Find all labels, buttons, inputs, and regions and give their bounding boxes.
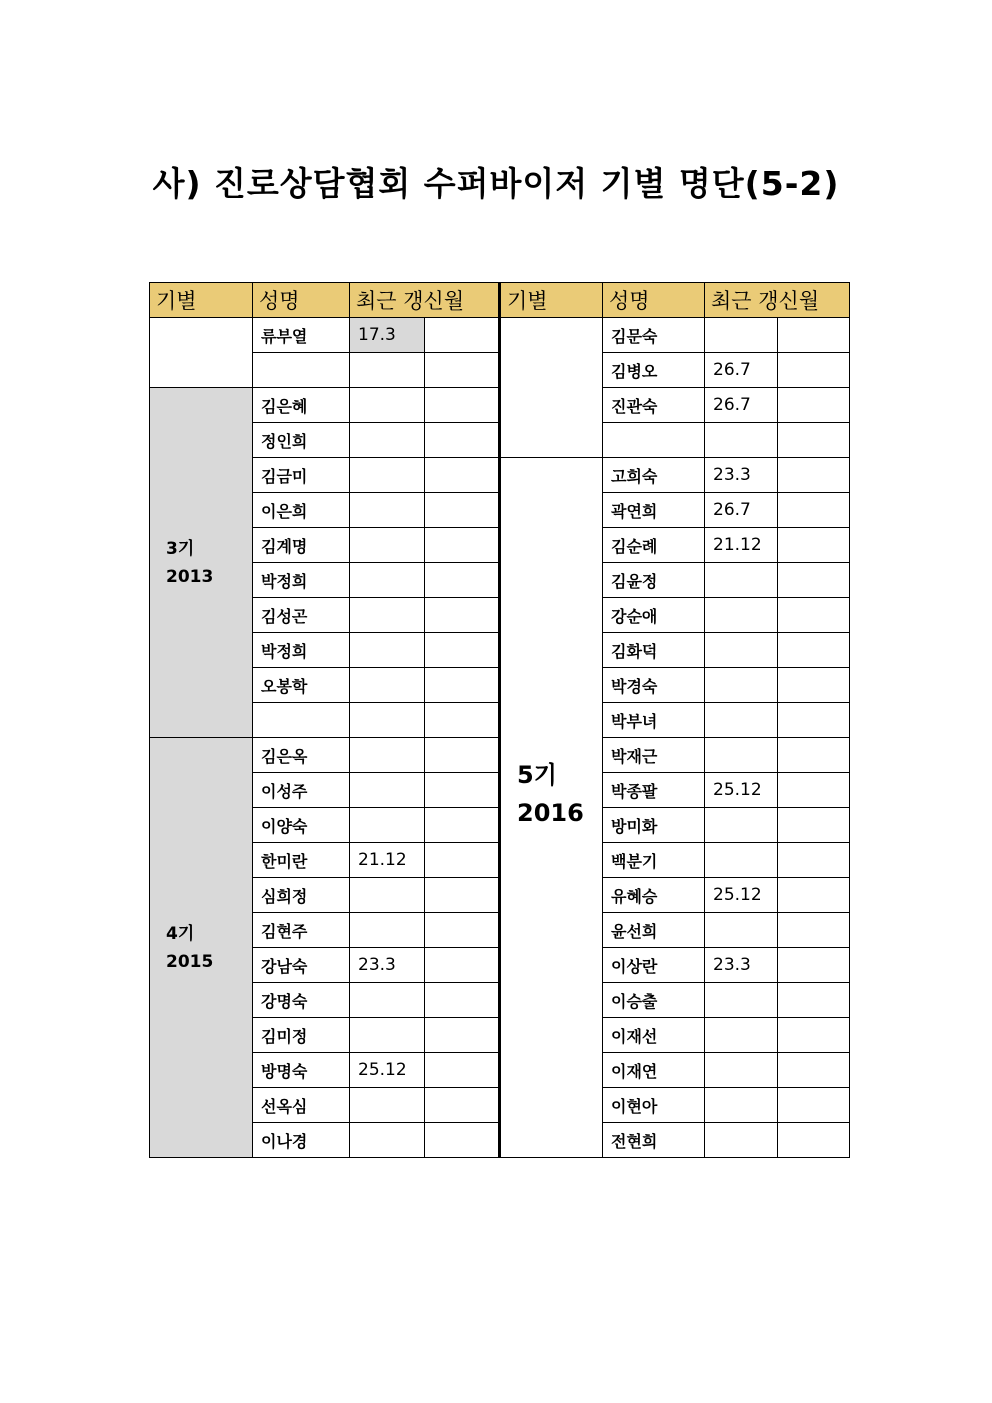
renewal-cell: [705, 808, 778, 843]
cohort-label: [158, 535, 252, 591]
renewal-cell: [705, 598, 778, 633]
renewal-cell: [705, 423, 778, 458]
name-cell: 박경숙: [603, 668, 705, 703]
blank-cell: [778, 808, 850, 843]
blank-cell: [425, 1088, 500, 1123]
renewal-cell: [705, 843, 778, 878]
name-cell: [253, 703, 350, 738]
blank-cell: [778, 1053, 850, 1088]
table-row: [150, 458, 850, 493]
cohort-cell: [500, 318, 603, 458]
cohort-cell: [500, 458, 603, 1158]
name-cell: 김윤정: [603, 563, 705, 598]
name-cell: 이현아: [603, 1088, 705, 1123]
renewal-cell: [705, 563, 778, 598]
renewal-cell: [350, 878, 425, 913]
name-cell: 류부열: [253, 318, 350, 353]
renewal-cell: [705, 633, 778, 668]
renewal-cell: [350, 563, 425, 598]
name-cell: 강순애: [603, 598, 705, 633]
blank-cell: [778, 598, 850, 633]
table-row: [150, 318, 850, 353]
name-cell: 전현희: [603, 1123, 705, 1158]
blank-cell: [778, 913, 850, 948]
cohort-cell: [150, 738, 253, 1158]
blank-cell: [425, 1053, 500, 1088]
name-cell: 이재연: [603, 1053, 705, 1088]
blank-cell: [425, 948, 500, 983]
blank-cell: [425, 388, 500, 423]
name-cell: [253, 353, 350, 388]
blank-cell: [778, 423, 850, 458]
blank-cell: [778, 493, 850, 528]
renewal-cell: [705, 318, 778, 353]
renewal-cell: [350, 738, 425, 773]
name-cell: 김화덕: [603, 633, 705, 668]
blank-cell: [778, 948, 850, 983]
name-cell: 곽연희: [603, 493, 705, 528]
renewal-cell: 23.3: [705, 948, 778, 983]
renewal-cell: 26.7: [705, 388, 778, 423]
renewal-cell: 21.12: [705, 528, 778, 563]
name-cell: 정인희: [253, 423, 350, 458]
renewal-cell: [350, 913, 425, 948]
name-cell: 이재선: [603, 1018, 705, 1053]
renewal-cell: [705, 913, 778, 948]
header-renewal: 최근 갱신월: [350, 283, 500, 318]
blank-cell: [778, 703, 850, 738]
cohort-year: 2016: [517, 798, 584, 827]
name-cell: 이나경: [253, 1123, 350, 1158]
name-cell: 고희숙: [603, 458, 705, 493]
name-cell: 박정희: [253, 633, 350, 668]
name-cell: 김금미: [253, 458, 350, 493]
header-renewal: 최근 갱신월: [705, 283, 850, 318]
cohort-label: [158, 920, 252, 976]
renewal-cell: [350, 773, 425, 808]
blank-cell: [425, 633, 500, 668]
renewal-cell: 23.3: [705, 458, 778, 493]
name-cell: 김현주: [253, 913, 350, 948]
blank-cell: [778, 633, 850, 668]
renewal-cell: [350, 1123, 425, 1158]
name-cell: 백분기: [603, 843, 705, 878]
blank-cell: [425, 423, 500, 458]
renewal-cell: [350, 528, 425, 563]
blank-cell: [425, 493, 500, 528]
name-cell: 이승출: [603, 983, 705, 1018]
renewal-cell: [705, 738, 778, 773]
name-cell: 김순례: [603, 528, 705, 563]
name-cell: 심희정: [253, 878, 350, 913]
name-cell: 이양숙: [253, 808, 350, 843]
supervisor-table: [149, 282, 850, 1158]
cohort-number: 4기: [166, 923, 195, 944]
blank-cell: [425, 598, 500, 633]
name-cell: 선옥심: [253, 1088, 350, 1123]
name-cell: 이상란: [603, 948, 705, 983]
blank-cell: [778, 1088, 850, 1123]
renewal-cell: 25.12: [705, 773, 778, 808]
cohort-number: 3기: [166, 538, 195, 559]
blank-cell: [425, 318, 500, 353]
name-cell: 김병오: [603, 353, 705, 388]
renewal-cell: 17.3: [350, 318, 425, 353]
renewal-cell: 25.12: [350, 1053, 425, 1088]
header-name: 성명: [253, 283, 350, 318]
blank-cell: [425, 1123, 500, 1158]
blank-cell: [778, 318, 850, 353]
renewal-cell: [350, 633, 425, 668]
header-name: 성명: [603, 283, 705, 318]
renewal-cell: [350, 808, 425, 843]
blank-cell: [778, 878, 850, 913]
renewal-cell: [350, 388, 425, 423]
blank-cell: [778, 528, 850, 563]
blank-cell: [778, 668, 850, 703]
name-cell: 김성곤: [253, 598, 350, 633]
header-row: [150, 283, 850, 318]
renewal-cell: [350, 458, 425, 493]
blank-cell: [425, 353, 500, 388]
blank-cell: [778, 388, 850, 423]
name-cell: 김문숙: [603, 318, 705, 353]
blank-cell: [425, 773, 500, 808]
blank-cell: [778, 1123, 850, 1158]
blank-cell: [778, 1018, 850, 1053]
renewal-cell: 25.12: [705, 878, 778, 913]
blank-cell: [778, 458, 850, 493]
renewal-cell: [705, 1088, 778, 1123]
blank-cell: [778, 738, 850, 773]
blank-cell: [425, 563, 500, 598]
name-cell: 김은혜: [253, 388, 350, 423]
cohort-number: 5기: [517, 760, 557, 789]
name-cell: 박종팔: [603, 773, 705, 808]
table-body: [150, 318, 850, 1158]
renewal-cell: [350, 598, 425, 633]
name-cell: 김은옥: [253, 738, 350, 773]
blank-cell: [425, 703, 500, 738]
renewal-cell: [350, 1018, 425, 1053]
renewal-cell: 26.7: [705, 353, 778, 388]
blank-cell: [425, 1018, 500, 1053]
cohort-label: [509, 756, 602, 832]
blank-cell: [778, 353, 850, 388]
renewal-cell: [350, 353, 425, 388]
renewal-cell: [350, 1088, 425, 1123]
blank-cell: [425, 738, 500, 773]
name-cell: 방미화: [603, 808, 705, 843]
blank-cell: [425, 458, 500, 493]
blank-cell: [425, 983, 500, 1018]
name-cell: 박정희: [253, 563, 350, 598]
name-cell: 김계명: [253, 528, 350, 563]
cohort-cell: [150, 318, 253, 388]
name-cell: 오봉학: [253, 668, 350, 703]
blank-cell: [425, 878, 500, 913]
name-cell: 진관숙: [603, 388, 705, 423]
name-cell: 한미란: [253, 843, 350, 878]
renewal-cell: [705, 1018, 778, 1053]
name-cell: 윤선희: [603, 913, 705, 948]
blank-cell: [425, 528, 500, 563]
blank-cell: [778, 563, 850, 598]
name-cell: 박부녀: [603, 703, 705, 738]
name-cell: 방명숙: [253, 1053, 350, 1088]
renewal-cell: 21.12: [350, 843, 425, 878]
renewal-cell: [705, 1123, 778, 1158]
name-cell: 이은희: [253, 493, 350, 528]
name-cell: 이성주: [253, 773, 350, 808]
name-cell: 강남숙: [253, 948, 350, 983]
renewal-cell: [350, 668, 425, 703]
renewal-cell: [350, 703, 425, 738]
renewal-cell: [705, 703, 778, 738]
renewal-cell: [350, 423, 425, 458]
renewal-cell: [350, 493, 425, 528]
renewal-cell: [705, 1053, 778, 1088]
header-cohort: 기별: [150, 283, 253, 318]
renewal-cell: [705, 983, 778, 1018]
blank-cell: [425, 913, 500, 948]
blank-cell: [778, 773, 850, 808]
blank-cell: [425, 808, 500, 843]
cohort-year: 2013: [166, 566, 214, 587]
name-cell: 강명숙: [253, 983, 350, 1018]
blank-cell: [778, 843, 850, 878]
blank-cell: [778, 983, 850, 1018]
header-cohort: 기별: [500, 283, 603, 318]
blank-cell: [425, 843, 500, 878]
name-cell: 박재근: [603, 738, 705, 773]
renewal-cell: 23.3: [350, 948, 425, 983]
name-cell: [603, 423, 705, 458]
renewal-cell: [350, 983, 425, 1018]
blank-cell: [425, 668, 500, 703]
name-cell: 김미정: [253, 1018, 350, 1053]
name-cell: 유혜승: [603, 878, 705, 913]
cohort-year: 2015: [166, 951, 214, 972]
renewal-cell: 26.7: [705, 493, 778, 528]
page-title: 사) 진로상담협회 수퍼바이저 기별 명단(5-2): [152, 164, 840, 203]
renewal-cell: [705, 668, 778, 703]
cohort-cell: [150, 388, 253, 738]
